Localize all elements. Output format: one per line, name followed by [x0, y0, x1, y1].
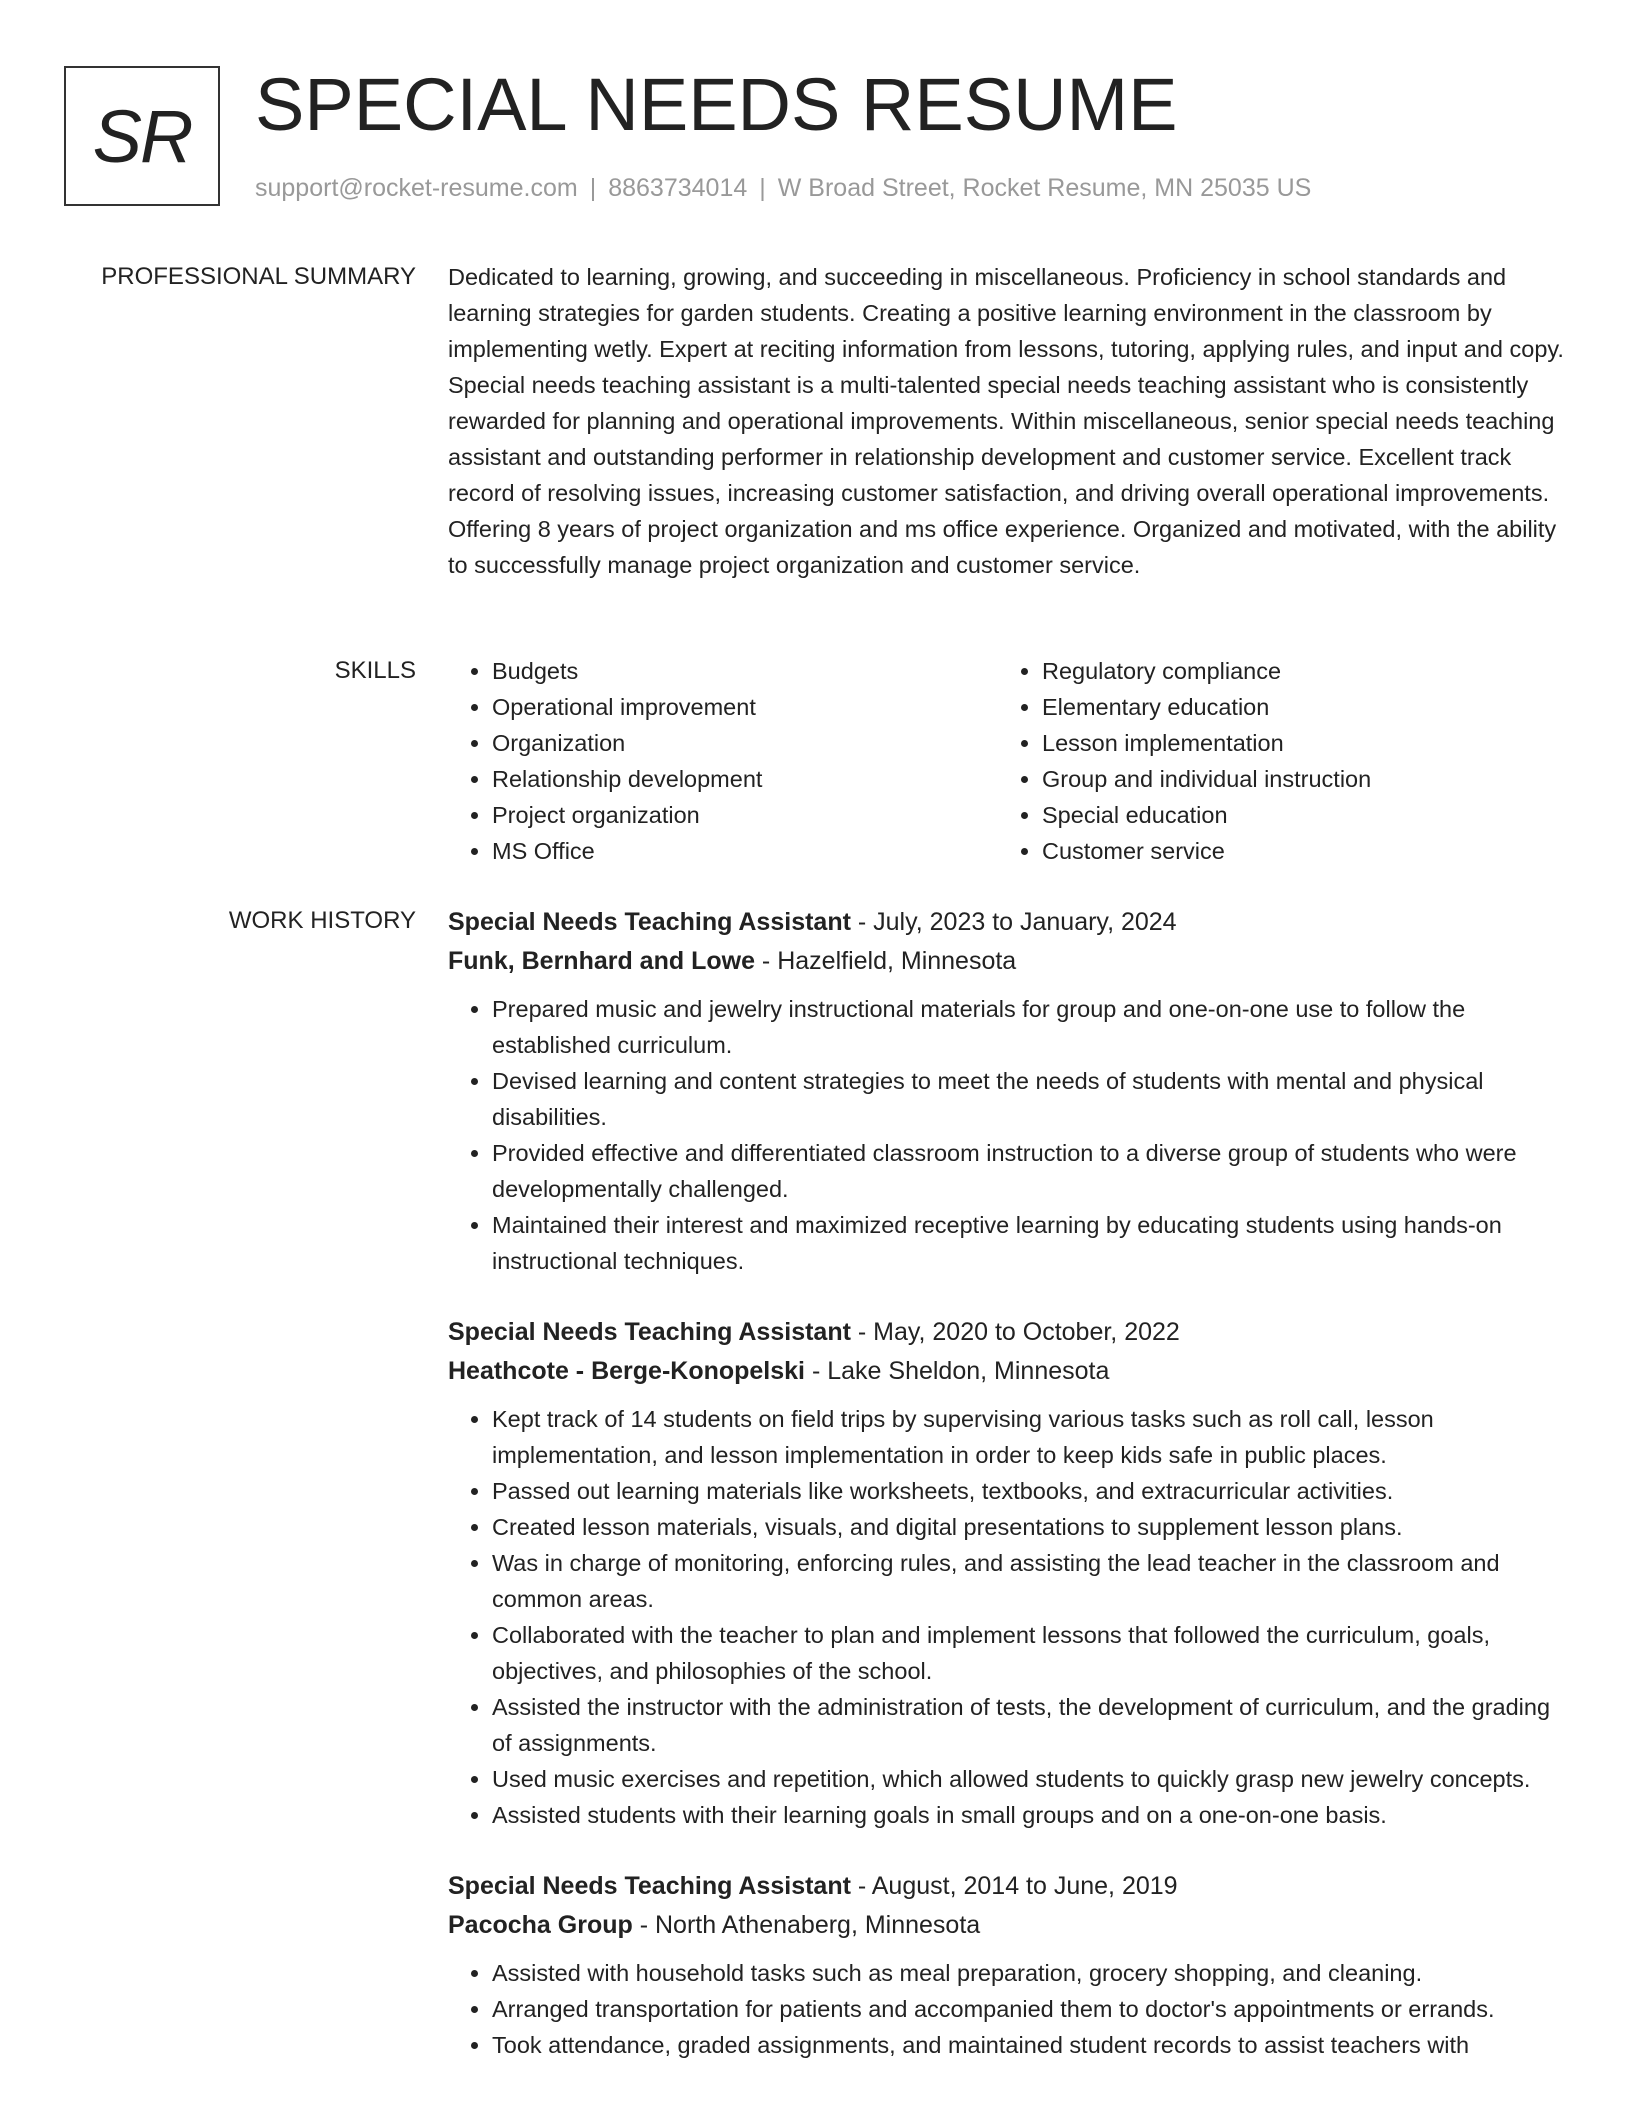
skill-item: • Relationship development	[492, 761, 998, 797]
skill-item: • Organization	[492, 725, 998, 761]
job-entry	[448, 903, 1570, 1279]
work-history-body	[448, 903, 1570, 2097]
job-entry	[448, 1867, 1570, 2063]
job-company: Pacocha Group	[448, 1911, 633, 1939]
job-entry	[448, 1313, 1570, 1833]
job-company: Funk, Bernhard and Lowe	[448, 947, 755, 975]
job-title: Special Needs Teaching Assistant	[448, 908, 851, 936]
skill-item: • Elementary education	[1042, 689, 1548, 725]
skills-body	[448, 653, 1570, 869]
job-bullet: • Kept track of 14 students on field trips by supervising various tasks such as roll call, lesson implementation, and lesson implementation in order to keep kids safe in public places.	[492, 1401, 1570, 1473]
job-bullet: • Assisted the instructor with the administration of tests, the development of curriculum, and the grading of assignments.	[492, 1689, 1570, 1761]
job-bullet: • Assisted with household tasks such as meal preparation, grocery shopping, and cleaning.	[492, 1955, 1570, 1991]
resume-title: SPECIAL NEEDS RESUME	[255, 63, 1178, 146]
job-company-line	[448, 941, 1570, 981]
job-bullet: • Collaborated with the teacher to plan and implement lessons that followed the curriculum, goals, objectives, and philosophies of the school.	[492, 1617, 1570, 1689]
job-bullet: • Maintained their interest and maximized receptive learning by educating students using hands-on instructional techniques.	[492, 1207, 1570, 1279]
resume-header	[64, 63, 1574, 210]
job-bullet: • Used music exercises and repetition, which allowed students to quickly grasp new jewelry concepts.	[492, 1761, 1570, 1797]
skills-list-left	[448, 653, 998, 869]
contact-address: W Broad Street, Rocket Resume, MN 25035 US	[777, 174, 1312, 202]
job-title: Special Needs Teaching Assistant	[448, 1318, 851, 1346]
job-bullet: • Created lesson materials, visuals, and digital presentations to supplement lesson plans.	[492, 1509, 1570, 1545]
skills-list-right	[998, 653, 1548, 869]
summary-text: Dedicated to learning, growing, and succeeding in miscellaneous. Proficiency in school standards and learning strategies for garden students. Creating a positive learning environment in the classroom by implementing wetly. Expert at reciting information from lessons, tutoring, applying rules, and input and copy. Special needs teaching assistant is a multi-talented special needs teaching assistant who is consistently rewarded for planning and operational improvements. Within miscellaneous, senior special needs teaching assistant and outstanding performer in relationship development and customer service. Excellent track record of resolving issues, increasing customer satisfaction, and driving overall operational improvements. Offering 8 years of project organization and ms office experience. Organized and motivated, with the ability to successfully manage project organization and customer service.	[448, 264, 1564, 578]
skill-item: • MS Office	[492, 833, 998, 869]
skill-item: • Lesson implementation	[1042, 725, 1548, 761]
summary-heading: PROFESSIONAL SUMMARY	[101, 263, 416, 290]
contact-phone: 8863734014	[608, 174, 748, 202]
job-bullet-list	[448, 1955, 1570, 2063]
skill-item: • Regulatory compliance	[1042, 653, 1548, 689]
job-dates: - August, 2014 to June, 2019	[850, 1872, 1178, 1900]
skill-item: • Customer service	[1042, 833, 1548, 869]
contact-separator: |	[589, 174, 597, 202]
job-company-line	[448, 1905, 1570, 1945]
job-bullet: • Was in charge of monitoring, enforcing rules, and assisting the lead teacher in the classroom and common areas.	[492, 1545, 1570, 1617]
skill-item: • Special education	[1042, 797, 1548, 833]
skill-item: • Operational improvement	[492, 689, 998, 725]
job-dates: - May, 2020 to October, 2022	[850, 1318, 1180, 1346]
summary-body	[448, 259, 1570, 583]
job-location: - Lake Sheldon, Minnesota	[805, 1357, 1110, 1385]
job-bullet: • Devised learning and content strategies to meet the needs of students with mental and physical disabilities.	[492, 1063, 1570, 1135]
job-title-line	[448, 1313, 1570, 1351]
work-history-heading: WORK HISTORY	[228, 907, 416, 934]
job-bullet: • Prepared music and jewelry instructional materials for group and one-on-one use to follow the established curriculum.	[492, 991, 1570, 1063]
job-company-line	[448, 1351, 1570, 1391]
contact-email: support@rocket-resume.com	[255, 174, 578, 202]
skill-item: • Budgets	[492, 653, 998, 689]
job-bullet: • Arranged transportation for patients and accompanied them to doctor's appointments or errands.	[492, 1991, 1570, 2027]
job-bullet: • Assisted students with their learning goals in small groups and on a one-on-one basis.	[492, 1797, 1570, 1833]
job-title-line	[448, 903, 1570, 941]
job-bullet-list	[448, 991, 1570, 1279]
job-bullet-list	[448, 1401, 1570, 1833]
job-bullet: • Took attendance, graded assignments, and maintained student records to assist teachers with	[492, 2027, 1570, 2063]
job-dates: - July, 2023 to January, 2024	[850, 908, 1177, 936]
job-location: - North Athenaberg, Minnesota	[632, 1911, 981, 1939]
skill-item: • Project organization	[492, 797, 998, 833]
skill-item: • Group and individual instruction	[1042, 761, 1548, 797]
monogram-initials: SR	[92, 94, 192, 178]
contact-line	[255, 172, 1311, 204]
job-title: Special Needs Teaching Assistant	[448, 1872, 851, 1900]
job-bullet: • Provided effective and differentiated classroom instruction to a diverse group of students who were developmentally challenged.	[492, 1135, 1570, 1207]
job-location: - Hazelfield, Minnesota	[754, 947, 1017, 975]
job-company: Heathcote - Berge-Konopelski	[448, 1357, 806, 1385]
contact-separator: |	[759, 174, 766, 202]
job-bullet: • Passed out learning materials like worksheets, textbooks, and extracurricular activities.	[492, 1473, 1570, 1509]
job-title-line	[448, 1867, 1570, 1905]
monogram-box	[64, 66, 220, 206]
skills-heading: SKILLS	[334, 657, 416, 684]
